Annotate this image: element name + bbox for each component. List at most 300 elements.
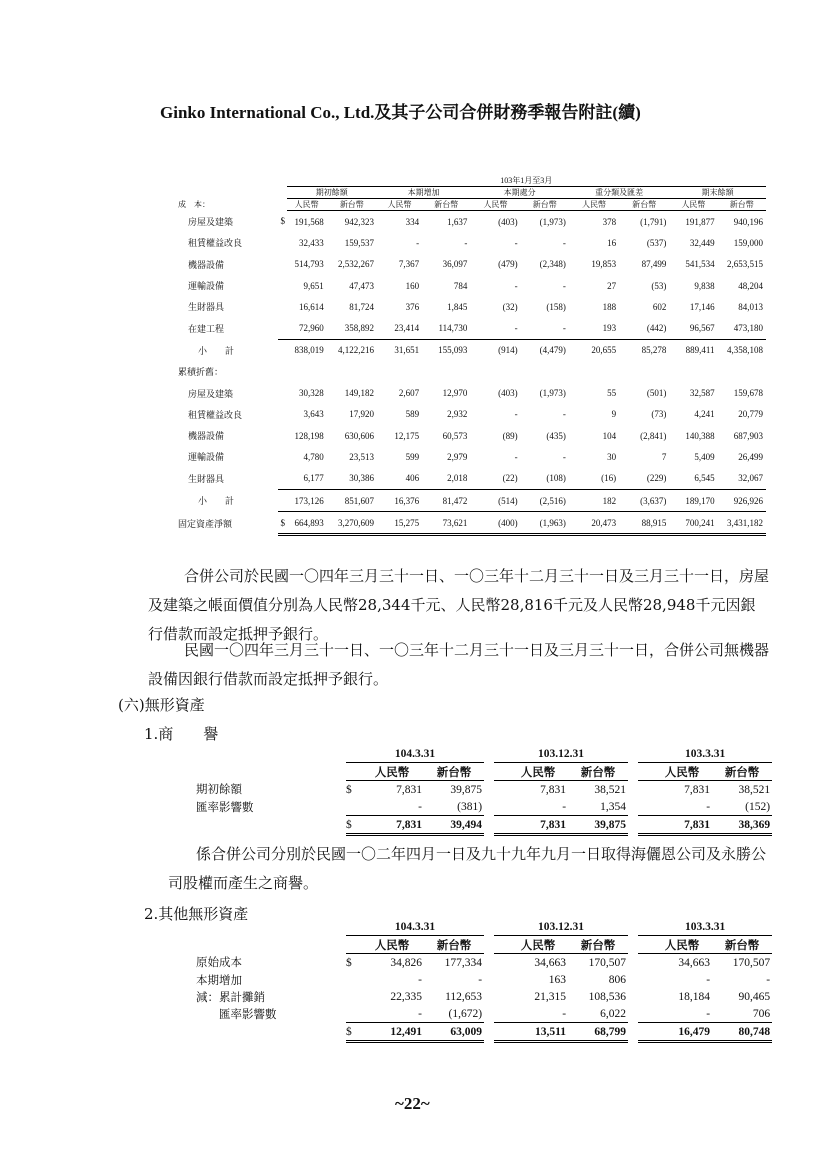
table-cell: 7,831 [360,816,424,835]
table-cell: 706 [712,1005,772,1023]
table-cell: (1,791) [640,216,667,227]
table-cell: (229) [619,468,669,490]
currency-header: 人民幣 [360,936,424,954]
table-cell: (514) [470,489,520,511]
row-label: 本期增加 [196,974,242,987]
currency-symbol [638,816,652,835]
table-cell: 1,354 [568,798,628,816]
table-cell: 159,537 [344,237,374,248]
table-cell: 159,000 [733,237,763,248]
currency-symbol [278,468,286,490]
row-label: 在建工程 [188,323,225,334]
table-cell: 3,643 [303,409,324,420]
row-label [196,816,346,835]
table-cell: 784 [453,280,468,291]
table-cell: 358,892 [327,317,377,339]
paragraph-collateral-machinery: 民國一〇四年三月三十一日、一〇三年十二月三十一日及三月三十一日，合併公司無機器設備因銀行借款而設定抵押予銀行。 [148,641,770,688]
table-row [178,489,766,511]
subsection-heading: 1.商 譽 [144,725,219,743]
table-cell: 80,748 [712,1023,772,1042]
subsection-heading: 2.其他無形資產 [144,905,249,923]
currency-header: 人民幣 [287,199,327,211]
table-cell: 32,587 [689,388,715,399]
table-cell: 16,479 [652,1023,712,1042]
date-header: 104.3.31 [346,918,484,936]
goodwill-table [196,745,772,836]
table-cell: 128,198 [294,430,324,441]
table-cell: 17,146 [689,301,715,312]
table-cell: 664,893 [287,512,327,535]
table-cell: 22,335 [390,990,422,1003]
table-cell: 926,926 [718,489,766,511]
table-cell: 18,184 [678,990,711,1003]
table-cell: (501) [646,388,667,399]
table-cell: - [418,973,422,986]
total-row [196,816,772,835]
table-cell: - [514,280,518,291]
table-cell: - [508,798,568,816]
table-cell: 7,831 [508,816,568,835]
table-cell: (400) [470,512,520,535]
table-cell: 87,499 [641,259,667,270]
table-cell: (53) [651,280,667,291]
currency-symbol [278,382,286,403]
table-cell: - [652,798,712,816]
table-cell: 602 [652,301,667,312]
table-cell: 39,494 [424,816,484,835]
table-cell: 38,521 [738,783,771,796]
table-cell: 16,376 [377,489,422,511]
currency-symbol [638,988,652,1005]
currency-header: 人民幣 [377,199,422,211]
table-cell: 406 [377,468,422,490]
table-cell: 1,637 [447,216,468,227]
table-cell: 104 [602,430,617,441]
table-cell: 173,126 [287,489,327,511]
currency-header: 新台幣 [424,936,484,954]
currency-symbol [278,275,286,296]
table-row [178,512,766,535]
row-label: 小 計 [198,345,235,356]
paragraph-goodwill-note: 係合併公司分別於民國一〇二年四月一日及九十九年九月一日取得海儷恩公司及永勝公司股權而產生之商譽。 [168,845,767,892]
table-cell: 541,534 [685,259,715,270]
row-label: 運輸設備 [188,452,225,463]
page-number: ~22~ [395,1094,430,1113]
table-row [178,425,766,446]
currency-symbol [638,954,652,972]
table-cell: - [562,451,566,462]
table-cell: (1,973) [539,216,566,227]
table-cell: 16 [607,237,617,248]
currency-header: 人民幣 [569,199,619,211]
table-cell: 39,875 [568,816,628,835]
table-cell: 334 [405,216,420,227]
currency-header: 新台幣 [712,763,772,781]
table-cell: 20,779 [738,409,763,420]
currency-symbol: $ [278,512,286,535]
table-cell: 3,431,182 [718,512,766,535]
table-cell: 15,275 [377,512,422,535]
table-cell: 23,513 [349,451,374,462]
currency-symbol [494,798,508,816]
table-cell: 182 [569,489,619,511]
row-label: 運輸設備 [188,281,225,292]
table-cell: 6,022 [568,1005,628,1023]
table-cell: 96,567 [669,317,717,339]
table-cell: 32,067 [718,468,766,490]
table-cell: 32,449 [689,237,715,248]
table-cell: 39,875 [450,783,483,796]
table-cell: 84,013 [738,301,763,312]
table-cell: 4,358,108 [727,345,763,356]
table-row [178,211,766,233]
table-cell: 63,009 [424,1023,484,1042]
table-cell: 630,606 [344,430,374,441]
currency-header: 新台幣 [718,199,766,211]
table-row [178,382,766,403]
table-cell: 889,411 [685,345,715,356]
table-cell: 3,270,609 [327,512,377,535]
row-label: 房屋及建築 [188,216,234,227]
row-label: 租賃權益改良 [188,238,243,249]
currency-header: 人民幣 [669,199,717,211]
table-cell: - [562,237,566,248]
table-cell: 20,655 [591,345,617,356]
row-label: 生財器具 [188,302,225,313]
table-cell: 942,323 [344,216,374,227]
table-row [178,339,766,361]
currency-symbol [638,971,652,988]
table-cell: 16,614 [298,301,324,312]
table-cell: (442) [619,317,669,339]
date-header: 103.12.31 [494,745,628,763]
table-cell: - [360,1005,424,1023]
table-cell: 2,932 [447,409,468,420]
table-cell: 838,019 [294,345,324,356]
table-cell: (1,973) [539,388,566,399]
currency-header: 人民幣 [470,199,520,211]
table-cell: 73,621 [422,512,470,535]
table-cell: - [562,409,566,420]
date-header: 103.12.31 [494,918,628,936]
currency-header: 人民幣 [652,763,712,781]
row-label: 租賃權益改良 [188,409,243,420]
total-row [196,1023,772,1042]
table-row [178,404,766,425]
table-cell: 6,177 [287,468,327,490]
row-label: 固定資產淨額 [178,518,233,529]
currency-symbol [346,971,360,988]
table-cell: 9,838 [694,280,715,291]
table-cell: 7,831 [540,783,567,796]
row-label: 期初餘額 [196,784,242,797]
table-cell: (73) [651,409,667,420]
table-cell: 851,607 [327,489,377,511]
paragraph-collateral-buildings: 合併公司於民國一〇四年三月三十一日、一〇三年十二月三十一日及三月三十一日，房屋及建築之帳面價值分別為人民幣28,344千元、人民幣28,816千元及人民幣28,948千元因銀行借款而設定抵押予銀行。 [148,567,770,643]
table-cell: (32) [502,301,518,312]
table-cell: 7,831 [396,783,422,796]
table-row [178,296,766,317]
table-cell: 85,278 [641,345,667,356]
table-cell: 55 [607,388,617,399]
row-label: 機器設備 [188,259,225,270]
table-cell: - [766,973,771,986]
table-cell: 19,853 [591,259,617,270]
row-label: 房屋及建築 [188,388,234,399]
table-cell: 26,499 [738,451,763,462]
currency-header: 人民幣 [508,763,568,781]
table-row [196,1005,772,1023]
table-cell: (2,516) [521,489,569,511]
table-cell: - [562,280,566,291]
table-cell: (158) [546,301,566,312]
table-cell: (381) [424,798,484,816]
currency-header: 人民幣 [652,936,712,954]
currency-symbol [494,781,508,799]
table-cell: (108) [521,468,569,490]
table-cell: (435) [546,430,566,441]
currency-symbol [494,1005,508,1023]
table-cell: 191,568 [294,216,324,227]
table-cell: 4,241 [694,409,715,420]
table-cell: 159,678 [733,388,763,399]
table-cell: 514,793 [294,259,324,270]
table-cell: 589 [405,409,420,420]
table-row [178,446,766,467]
table-cell: 170,507 [588,956,627,969]
table-cell: (2,841) [640,430,667,441]
table-cell: - [514,237,518,248]
row-label: 機器設備 [188,431,225,442]
table-row [196,781,772,799]
table-cell: 160 [405,280,420,291]
table-row [178,232,766,253]
currency-header: 新台幣 [619,199,669,211]
table-cell: 599 [405,451,420,462]
table-cell: - [470,317,520,339]
page-title: Ginko International Co., Ltd.及其子公司合併財務季報告附註(續) [160,103,641,122]
currency-symbol [346,988,360,1005]
currency-symbol [494,1023,508,1042]
table-cell: 88,915 [619,512,669,535]
table-cell: 2,653,515 [727,259,763,270]
section-label: 成 本： [178,200,210,209]
currency-symbol [278,425,286,446]
currency-header: 人民幣 [508,936,568,954]
table-cell: 81,472 [422,489,470,511]
currency-symbol [278,339,286,361]
table-cell: - [521,317,569,339]
table-cell: 23,414 [377,317,422,339]
table-cell: (914) [498,345,518,356]
section-label: 累積折舊： [178,367,224,378]
row-label [196,1023,346,1042]
group-header: 期末餘額 [669,187,766,199]
table-cell: (1,963) [521,512,569,535]
table-cell: 7 [661,451,667,462]
period-header: 103年1月至3月 [287,175,766,187]
currency-symbol: $ [346,1023,360,1042]
table-cell: 20,473 [569,512,619,535]
group-header: 期初餘額 [287,187,377,199]
table-cell: 163 [548,973,567,986]
table-cell: (152) [712,798,772,816]
date-header: 104.3.31 [346,745,484,763]
currency-symbol: $ [346,816,360,835]
currency-symbol [278,446,286,467]
table-cell: 30,386 [327,468,377,490]
table-cell: 473,180 [718,317,766,339]
currency-header: 新台幣 [712,936,772,954]
table-cell: 30,328 [298,388,324,399]
section-heading: (六)無形資產 [118,696,205,714]
table-cell: - [508,1005,568,1023]
table-cell: 17,920 [349,409,374,420]
currency-symbol [278,489,286,511]
row-label: 減：累計攤銷 [196,991,265,1004]
table-cell: 2,018 [422,468,470,490]
table-cell: (479) [498,259,518,270]
row-label: 生財器具 [188,473,225,484]
table-cell: - [416,237,420,248]
currency-symbol [638,1005,652,1023]
table-row [196,988,772,1005]
table-cell: 47,473 [349,280,374,291]
date-header: 103.3.31 [638,918,772,936]
table-cell: 7,367 [398,259,420,270]
table-cell: 140,388 [685,430,715,441]
table-cell: 68,799 [568,1023,628,1042]
currency-symbol: $ [346,956,352,969]
table-cell: - [514,409,518,420]
table-cell: 34,663 [678,956,711,969]
table-cell: 34,826 [390,956,422,969]
group-header: 重分類及匯差 [569,187,669,199]
table-cell: 2,532,267 [337,259,374,270]
table-cell: - [706,973,711,986]
table-cell: (2,348) [539,259,566,270]
table-cell: 13,511 [508,1023,568,1042]
table-cell: 7,831 [684,783,711,796]
table-cell: 191,877 [685,216,715,227]
table-row [196,954,772,972]
currency-symbol [494,954,508,972]
table-cell: 700,241 [669,512,717,535]
table-cell: (89) [502,430,518,441]
currency-symbol [494,816,508,835]
currency-symbol [494,988,508,1005]
row-label: 小 計 [198,496,235,506]
table-cell: 155,093 [438,345,468,356]
row-label: 匯率影響數 [196,1008,277,1021]
table-cell: 32,433 [298,237,324,248]
table-cell: 12,970 [442,388,468,399]
currency-symbol [278,296,286,317]
table-cell: - [464,237,468,248]
table-cell: (537) [646,237,667,248]
currency-symbol [494,971,508,988]
table-cell: 149,182 [344,388,374,399]
currency-symbol: $ [280,216,285,227]
table-row [178,317,766,339]
table-cell: - [360,798,424,816]
table-cell: 2,607 [398,388,420,399]
table-cell: 6,545 [669,468,717,490]
table-row [196,971,772,988]
currency-symbol [638,781,652,799]
table-cell: 21,315 [534,990,567,1003]
currency-header: 新台幣 [568,936,628,954]
table-cell: 36,097 [442,259,468,270]
currency-symbol [638,1023,652,1042]
table-cell: 189,170 [669,489,717,511]
table-cell: 48,204 [738,280,763,291]
table-cell: (16) [569,468,619,490]
table-cell: (22) [470,468,520,490]
other-intangibles-table [196,918,772,1043]
table-cell: 30 [607,451,617,462]
date-header: 103.3.31 [638,745,772,763]
table-cell: - [652,1005,712,1023]
currency-header: 新台幣 [422,199,470,211]
table-cell: 687,903 [733,430,763,441]
table-cell: 188 [602,301,617,312]
table-cell: 177,334 [444,956,483,969]
currency-symbol [278,317,286,339]
currency-symbol [278,404,286,425]
currency-symbol [346,1005,360,1023]
table-cell: 60,573 [442,430,468,441]
table-cell: - [478,973,483,986]
table-cell: 9,651 [303,280,324,291]
table-cell: 27 [607,280,617,291]
table-row [178,275,766,296]
table-cell: (4,479) [539,345,566,356]
currency-symbol [638,798,652,816]
table-cell: 81,724 [349,301,374,312]
table-row [196,798,772,816]
table-cell: (1,672) [424,1005,484,1023]
table-cell: 4,780 [303,451,324,462]
currency-header: 新台幣 [424,763,484,781]
table-cell: 4,122,216 [337,345,374,356]
table-cell: 9 [611,409,617,420]
currency-symbol [278,232,286,253]
table-cell: (403) [498,216,518,227]
table-cell: (3,637) [619,489,669,511]
table-cell: 31,651 [394,345,420,356]
currency-header: 新台幣 [521,199,569,211]
table-cell: 193 [569,317,619,339]
fixed-assets-table [178,175,766,536]
table-cell: 170,507 [732,956,771,969]
table-cell: 90,465 [738,990,771,1003]
table-cell: (403) [498,388,518,399]
table-row [178,254,766,275]
group-header: 本期增加 [377,187,470,199]
row-label: 原始成本 [196,957,242,970]
table-cell: 112,653 [445,990,483,1003]
table-cell: 376 [405,301,420,312]
currency-symbol: $ [346,783,352,796]
table-cell: 940,196 [733,216,763,227]
table-cell: 38,521 [594,783,627,796]
table-cell: 38,369 [712,816,772,835]
currency-symbol [346,798,360,816]
row-label: 匯率影響數 [196,801,254,814]
group-header: 本期處分 [470,187,568,199]
currency-header: 人民幣 [360,763,424,781]
